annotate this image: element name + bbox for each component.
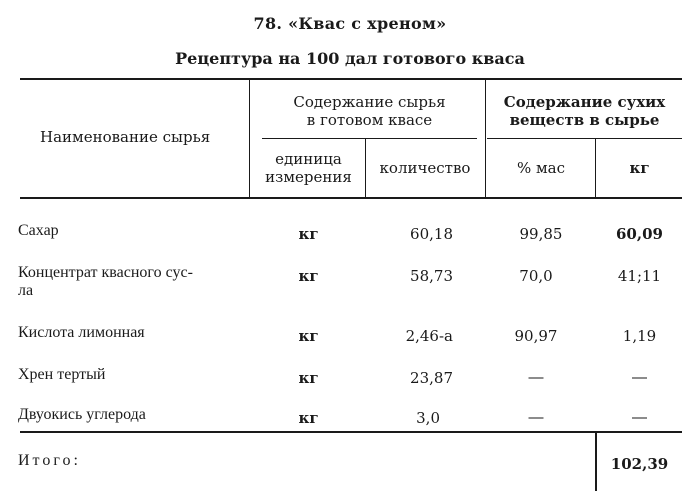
row-pct: 70,0 <box>519 267 553 285</box>
row-name: Двуокись углерода <box>18 406 146 423</box>
row-unit: кг <box>298 267 319 285</box>
col-divider-group <box>485 80 486 197</box>
col-divider-pct <box>595 139 596 197</box>
dry-group-rule <box>487 138 682 139</box>
row-qty: 3,0 <box>416 409 440 427</box>
row-kg-dash: — <box>632 409 647 426</box>
row-name: Сахар <box>18 222 59 239</box>
col-divider-name <box>249 80 250 197</box>
row-name-line1: Концентрат квасного сус- <box>18 264 193 281</box>
row-pct: 99,85 <box>519 225 563 243</box>
row-pct-dash: — <box>528 369 544 386</box>
header-unit-line2: измерения <box>265 168 352 186</box>
row-unit: кг <box>298 409 319 427</box>
header-bottom-rule <box>20 197 682 199</box>
row-kg: 60,09 <box>616 225 663 243</box>
row-qty: 58,73 <box>410 267 453 285</box>
row-kg: 41;11 <box>617 267 662 285</box>
header-name: Наименование сырья <box>40 128 211 146</box>
header-quantity: количество <box>379 159 471 177</box>
row-qty: 23,87 <box>410 369 453 387</box>
total-kg: 102,39 <box>610 455 669 473</box>
total-label: Итого: <box>18 452 81 469</box>
row-pct: 90,97 <box>514 327 558 345</box>
row-kg: 1,19 <box>622 327 657 345</box>
row-kg-dash: — <box>632 369 647 386</box>
recipe-subtitle: Рецептура на 100 дал готового кваса <box>175 49 525 68</box>
header-content-group-line2: в готовом квасе <box>306 111 433 129</box>
header-unit-line1: единица <box>275 150 342 168</box>
content-group-rule <box>262 138 477 139</box>
header-dry-group-line2: веществ в сырье <box>509 111 660 129</box>
header-content-group-line1: Содержание сырья <box>293 93 446 111</box>
row-qty: 2,46-а <box>405 327 453 345</box>
row-name: Кислота лимонная <box>18 324 145 341</box>
total-rule <box>20 431 682 433</box>
row-qty: 60,18 <box>410 225 453 243</box>
col-divider-unit <box>365 139 366 197</box>
header-kg: кг <box>629 159 650 177</box>
header-percent: % мас <box>516 159 566 177</box>
row-unit: кг <box>298 225 319 243</box>
table-top-rule <box>20 78 682 80</box>
row-unit: кг <box>298 327 319 345</box>
row-pct-dash: — <box>528 409 544 426</box>
header-dry-group-line1: Содержание сухих <box>503 93 666 111</box>
row-name: Хрен тертый <box>18 366 106 383</box>
row-unit: кг <box>298 369 319 387</box>
row-name-line2: ла <box>18 282 34 299</box>
recipe-title: 78. «Квас с хреном» <box>253 14 447 33</box>
